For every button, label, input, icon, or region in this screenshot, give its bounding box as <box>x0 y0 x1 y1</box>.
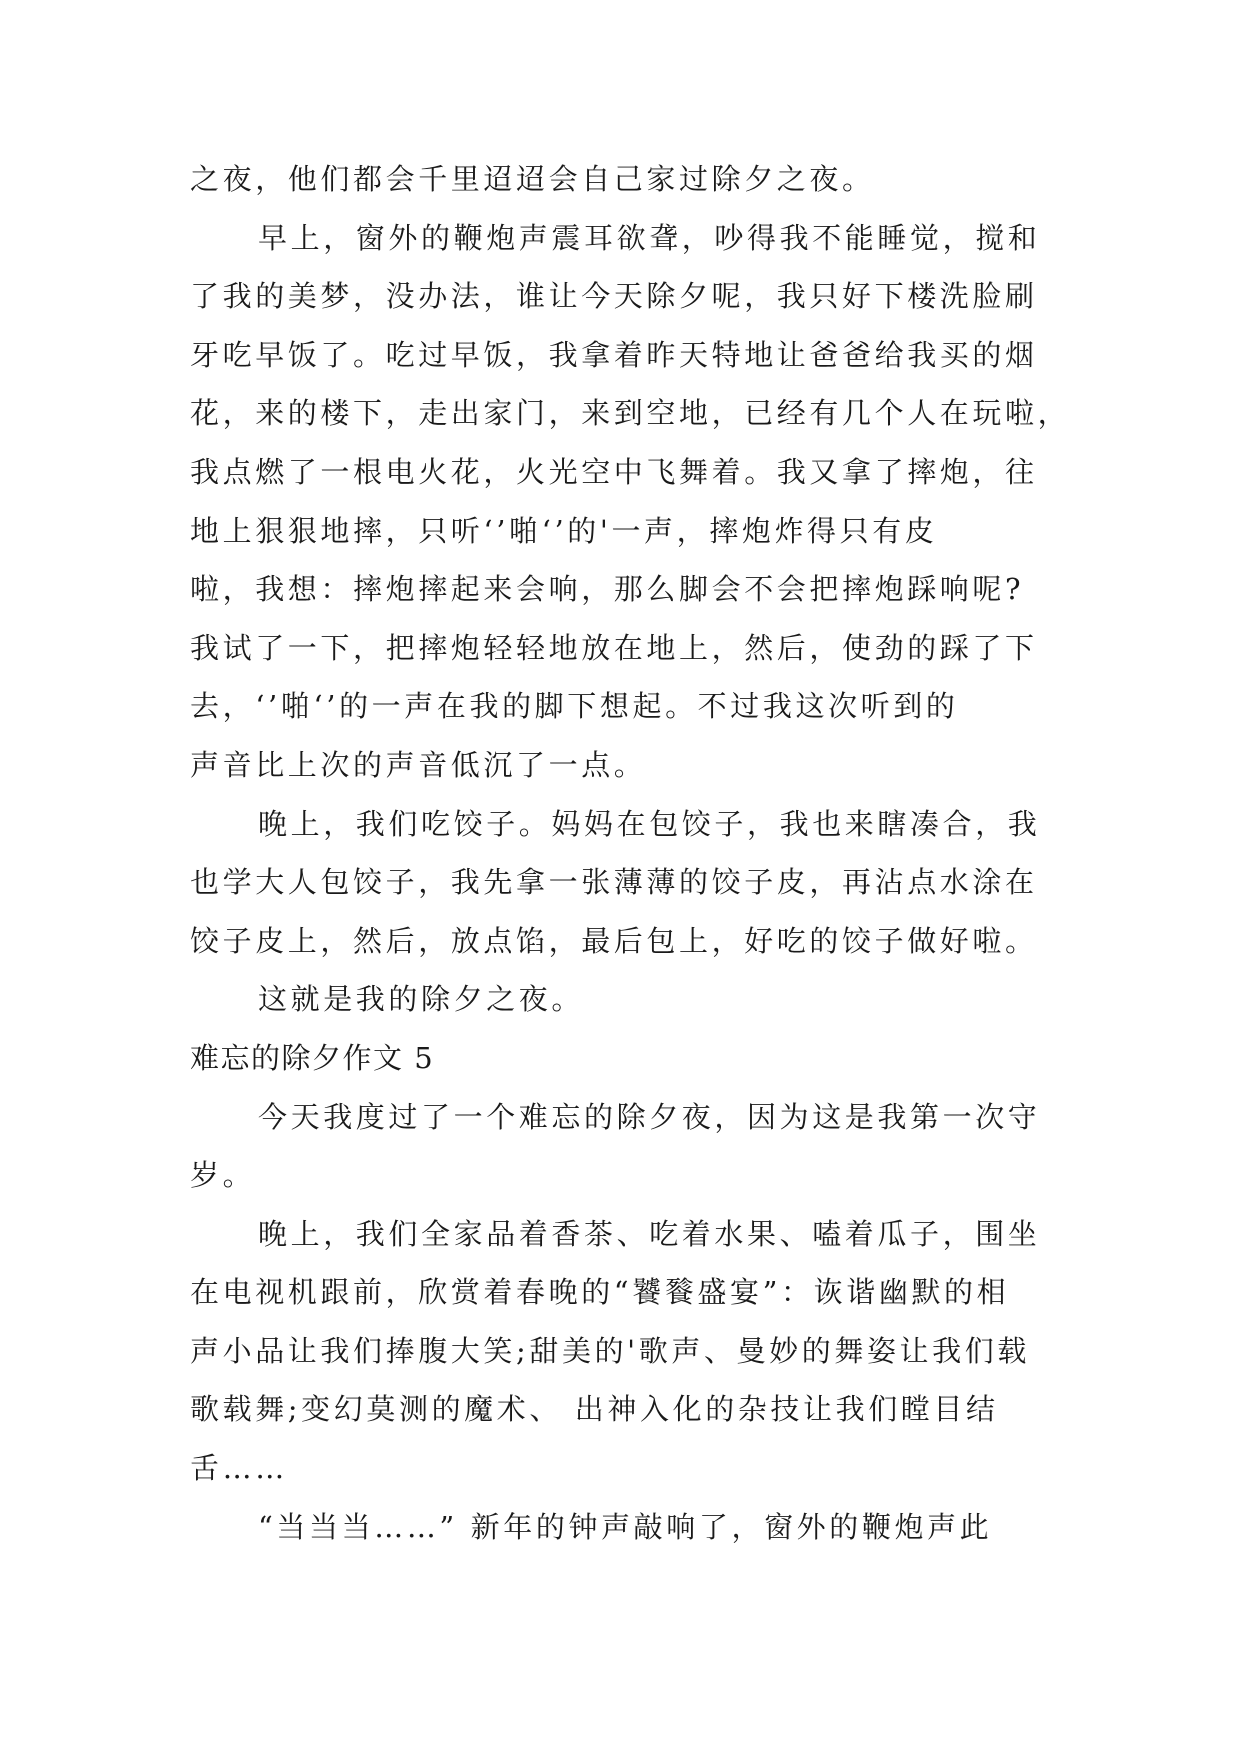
text-line: 声小品让我们捧腹大笑;甜美的'歌声、曼妙的舞姿让我们载 <box>190 1333 1030 1368</box>
paragraph-start-line: 这就是我的除夕之夜。 <box>258 982 585 1017</box>
paragraph-start-line: “当当当……” 新年的钟声敲响了，窗外的鞭炮声此 <box>258 1509 993 1544</box>
paragraph-start-line: 今天我度过了一个难忘的除夕夜，因为这是我第一次守 <box>258 1099 1041 1134</box>
text-line: 歌载舞;变幻莫测的魔术、 出神入化的杂技让我们瞠目结 <box>190 1392 999 1427</box>
paragraph-start-line: 晚上，我们全家品着香茶、吃着水果、嗑着瓜子，围坐 <box>258 1216 1041 1251</box>
text-line: 地上狠狠地摔，只听‘’啪‘’的'一声，摔炮炸得只有皮 <box>190 513 938 548</box>
text-line: 牙吃早饭了。吃过早饭，我拿着昨天特地让爸爸给我买的烟 <box>190 337 1038 372</box>
paragraph-start-line: 晚上，我们吃饺子。妈妈在包饺子，我也来瞎凑合，我 <box>258 806 1041 841</box>
text-line: 我点燃了一根电火花，火光空中飞舞着。我又拿了摔炮，往 <box>190 454 1038 489</box>
section-heading: 难忘的除夕作文 5 <box>190 1040 435 1075</box>
text-line: 舌…… <box>190 1451 288 1486</box>
text-line: 啦，我想：摔炮摔起来会响，那么脚会不会把摔炮踩响呢? <box>190 572 1025 607</box>
paragraph-start-line: 早上，窗外的鞭炮声震耳欲聋，吵得我不能睡觉，搅和 <box>258 220 1041 255</box>
text-line: 岁。 <box>190 1158 256 1193</box>
text-line: 饺子皮上，然后，放点馅，最后包上，好吃的饺子做好啦。 <box>190 923 1038 958</box>
text-line: 去，‘’啪‘’的一声在我的脚下想起。不过我这次听到的 <box>190 689 959 724</box>
text-line: 花，来的楼下，走出家门，来到空地，已经有几个人在玩啦， <box>190 396 1071 431</box>
text-line: 之夜，他们都会千里迢迢会自己家过除夕之夜。 <box>190 162 875 196</box>
essay-body <box>190 150 1070 1556</box>
text-line: 我试了一下，把摔炮轻轻地放在地上，然后，使劲的踩了下 <box>190 630 1038 665</box>
text-line: 也学大人包饺子，我先拿一张薄薄的饺子皮，再沾点水涂在 <box>190 865 1038 900</box>
text-line: 在电视机跟前，欣赏着春晚的“饕餮盛宴”：诙谐幽默的相 <box>190 1275 1010 1310</box>
text-line: 声音比上次的声音低沉了一点。 <box>190 747 647 782</box>
text-line: 了我的美梦，没办法，谁让今天除夕呢，我只好下楼洗脸刷 <box>190 279 1038 314</box>
